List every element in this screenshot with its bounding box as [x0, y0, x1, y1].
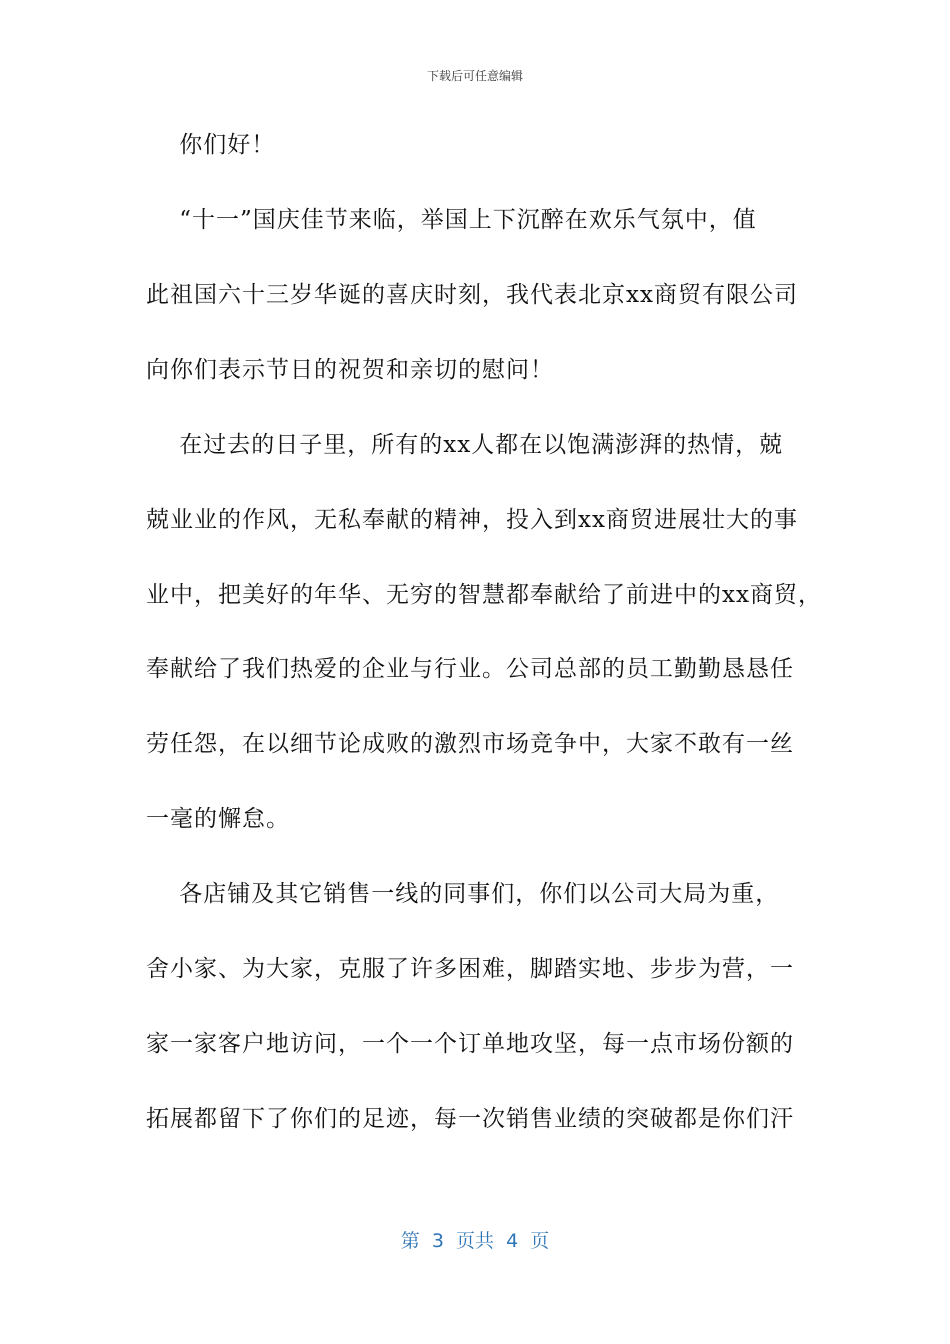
- text-line: 一毫的懈怠。: [146, 806, 290, 832]
- text-line: 在过去的日子里，所有的xx人都在以饱满澎湃的热情，兢: [146, 432, 784, 458]
- text-line: 此祖国六十三岁华诞的喜庆时刻，我代表北京xx商贸有限公司: [146, 282, 798, 308]
- text-line: 兢业业的作风，无私奉献的精神，投入到xx商贸进展壮大的事: [146, 507, 798, 533]
- text-line: 拓展都留下了你们的足迹，每一次销售业绩的突破都是你们汗: [146, 1106, 794, 1132]
- text-line: 业中，把美好的年华、无穷的智慧都奉献给了前进中的xx商贸，: [146, 582, 822, 608]
- text-line: 奉献给了我们热爱的企业与行业。公司总部的员工勤勤恳恳任: [146, 656, 794, 682]
- text-line: 你们好！: [146, 132, 276, 158]
- page-number-footer: 第 3 页共 4 页: [400, 1230, 550, 1252]
- download-note: 下载后可任意编辑: [426, 69, 523, 83]
- text-line: 劳任怨，在以细节论成败的激烈市场竞争中，大家不敢有一丝: [146, 731, 794, 757]
- text-line: 舍小家、为大家，克服了许多困难，脚踏实地、步步为营，一: [146, 956, 794, 982]
- text-line: “十一”国庆佳节来临，举国上下沉醉在欢乐气氛中，值: [146, 207, 757, 233]
- text-line: 向你们表示节日的祝贺和亲切的慰问！: [146, 357, 554, 383]
- text-line: 各店铺及其它销售一线的同事们，你们以公司大局为重，: [146, 881, 780, 907]
- text-line: 家一家客户地访问，一个一个订单地攻坚，每一点市场份额的: [146, 1031, 794, 1057]
